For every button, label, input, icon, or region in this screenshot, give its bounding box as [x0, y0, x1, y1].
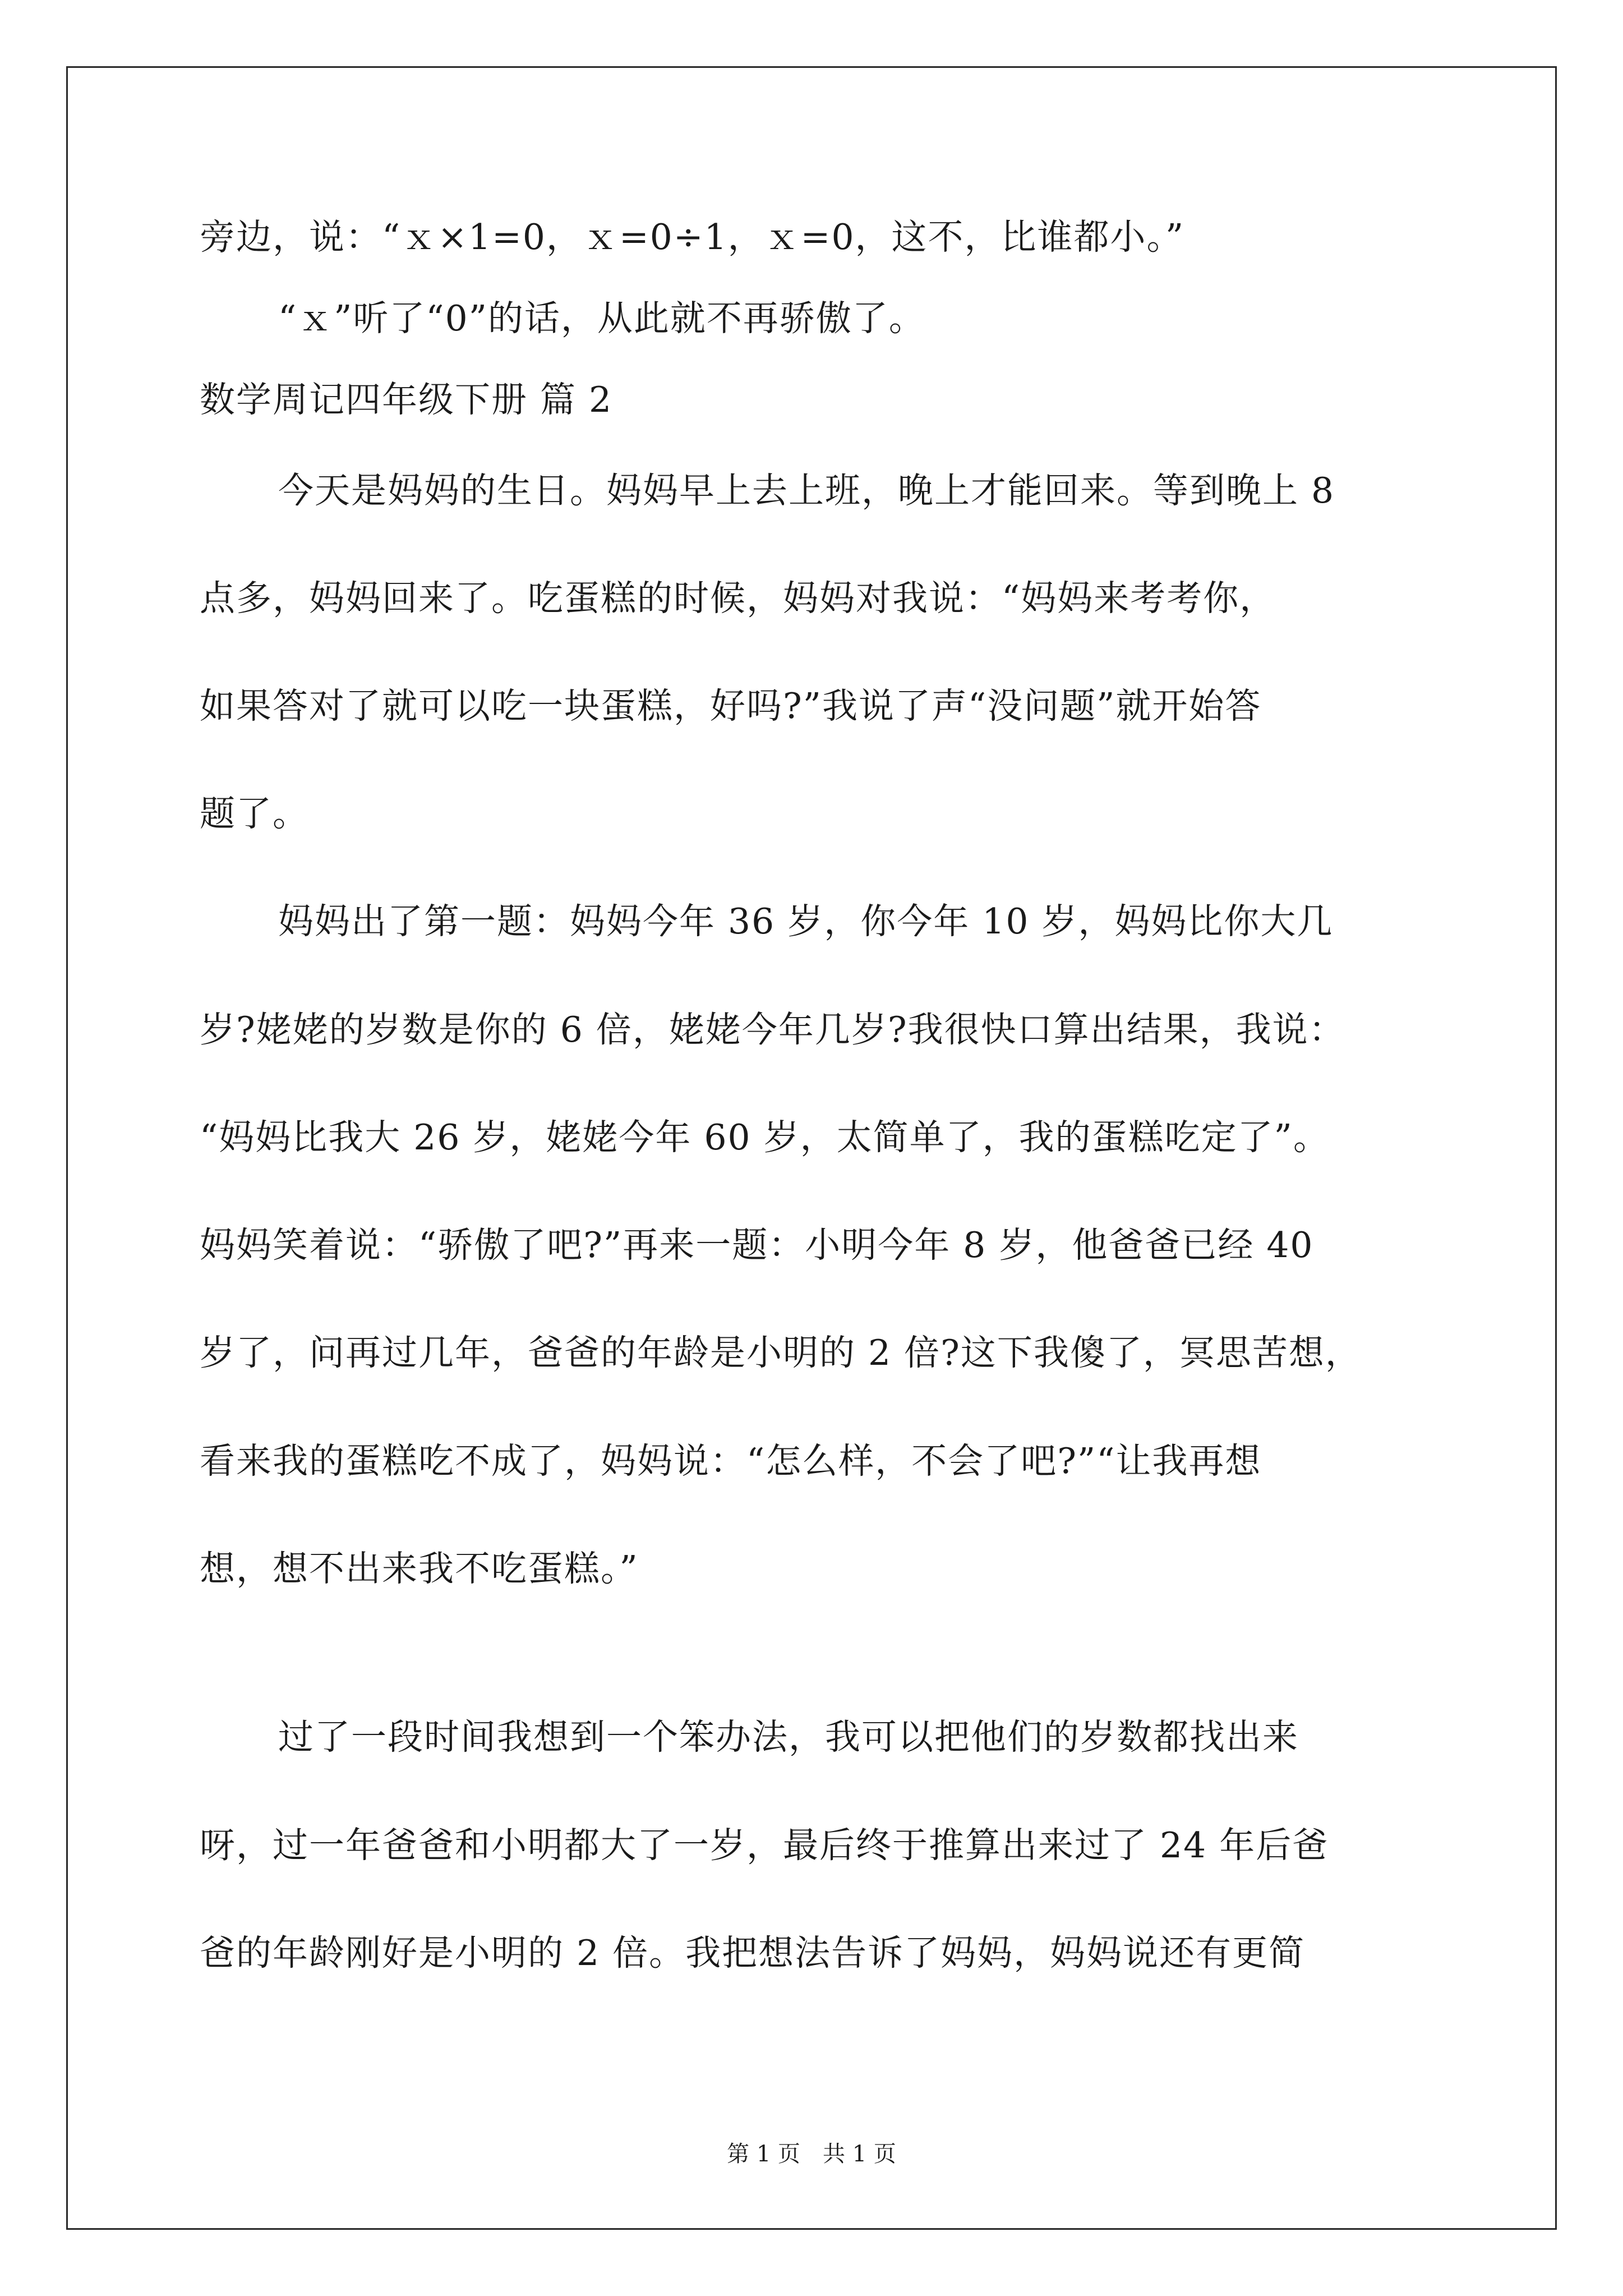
text-line: “ｘ”听了“0”的话，从此就不再骄傲了。	[278, 298, 925, 339]
text-line: 旁边，说：“ｘ×1=0，ｘ=0÷1，ｘ=0，这不，比谁都小。”	[200, 217, 1185, 257]
text-line: 今天是妈妈的生日。妈妈早上去上班，晚上才能回来。等到晚上 8	[278, 470, 1335, 511]
text-line: 题了。	[200, 793, 309, 834]
text-line: 妈妈笑着说：“骄傲了吧?”再来一题：小明今年 8 岁，他爸爸已经 40	[200, 1225, 1314, 1266]
section-heading: 数学周记四年级下册 篇 2	[200, 379, 613, 420]
text-line: 岁?姥姥的岁数是你的 6 倍，姥姥今年几岁?我很快口算出结果，我说：	[200, 1009, 1345, 1050]
page-number-footer: 第 1 页 共 1 页	[727, 2141, 896, 2167]
text-line: 想，想不出来我不吃蛋糕。”	[200, 1548, 639, 1589]
text-line: 妈妈出了第一题：妈妈今年 36 岁，你今年 10 岁，妈妈比你大几	[278, 901, 1334, 942]
text-line: 如果答对了就可以吃一块蛋糕，好吗?”我说了声“没问题”就开始答	[200, 685, 1262, 726]
text-line: “妈妈比我大 26 岁，姥姥今年 60 岁，太简单了，我的蛋糕吃定了”。	[200, 1117, 1330, 1158]
text-line: 过了一段时间我想到一个笨办法，我可以把他们的岁数都找出来	[278, 1717, 1299, 1757]
text-line: 爸的年龄刚好是小明的 2 倍。我把想法告诉了妈妈，妈妈说还有更简	[200, 1932, 1306, 1973]
text-line: 岁了，问再过几年，爸爸的年龄是小明的 2 倍?这下我傻了，冥思苦想，	[200, 1332, 1362, 1373]
text-line: 看来我的蛋糕吃不成了，妈妈说：“怎么样，不会了吧?”“让我再想	[200, 1441, 1262, 1481]
text-line: 呀，过一年爸爸和小明都大了一岁，最后终于推算出来过了 24 年后爸	[200, 1825, 1329, 1866]
text-line: 点多，妈妈回来了。吃蛋糕的时候，妈妈对我说：“妈妈来考考你，	[200, 578, 1276, 619]
